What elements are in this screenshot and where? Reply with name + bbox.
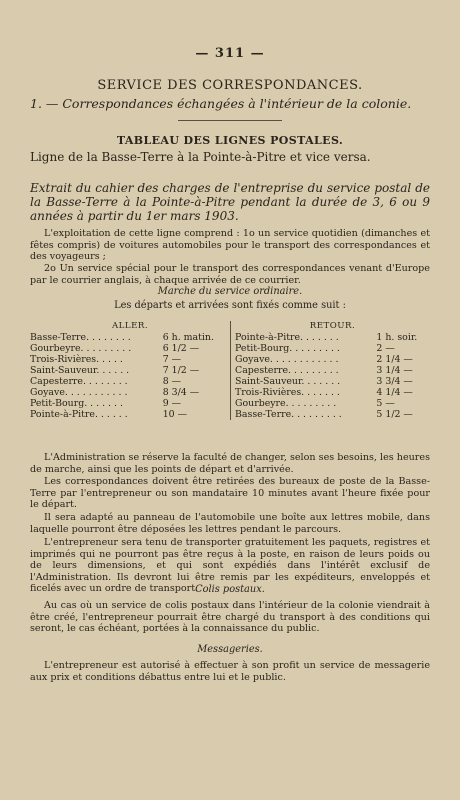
table-row bbox=[30, 343, 430, 354]
retour-time: 2 — bbox=[376, 343, 395, 354]
aller-header: ALLER. bbox=[111, 321, 149, 331]
retour-time: 3 3/4 — bbox=[376, 376, 413, 387]
extract-text: Extrait du cahier des charges de l'entreprise du service postal de la Basse-Terre à la Pointe-à-Pitre pendant la durée de 3, 6 ou 9 années à partir du 1er mars 1903. bbox=[30, 181, 430, 223]
aller-time: 8 — bbox=[162, 376, 182, 387]
retour-header: RETOUR. bbox=[231, 321, 430, 332]
table-row bbox=[30, 354, 430, 365]
colis-heading: Colis postaux. bbox=[195, 584, 265, 595]
section-title: SERVICE DES CORRESPONDANCES. bbox=[97, 78, 363, 93]
retour-time: 3 1/4 — bbox=[376, 365, 413, 376]
aller-station: Pointe-à-Pitre. . . . . . bbox=[30, 409, 128, 420]
retour-time: 5 — bbox=[376, 398, 395, 409]
retour-station: Trois-Rivières. . . . . . . bbox=[231, 387, 377, 398]
retour-time: 5 1/2 — bbox=[376, 409, 413, 420]
aller-time: 7 1/2 — bbox=[162, 365, 200, 376]
retour-time: 1 h. soir. bbox=[376, 332, 418, 343]
schedule-header-row bbox=[30, 321, 430, 332]
retour-station: Gourbeyre. . . . . . . . . bbox=[231, 398, 377, 409]
para-special: 2o Un service spécial pour le transport des correspondances venant d'Europe par le courrier anglais, à chaque arrivée de ce courrier. bbox=[30, 263, 430, 286]
aller-time: 6 h. matin. bbox=[162, 332, 214, 343]
aller-station: Basse-Terre. . . . . . . . bbox=[30, 332, 131, 343]
retour-station: Petit-Bourg. . . . . . . . . bbox=[231, 343, 377, 354]
schedule-table bbox=[30, 321, 430, 420]
aller-time: 8 3/4 — bbox=[162, 387, 200, 398]
page-number: — 311 — bbox=[195, 46, 265, 61]
para-admin: L'Administration se réserve la faculté de changer, selon ses besoins, les heures de marche, ainsi que les points de départ et d'arrivée. bbox=[30, 452, 430, 475]
aller-station: Saint-Sauveur. . . . . . bbox=[30, 365, 130, 376]
table-row bbox=[30, 409, 430, 420]
retour-station: Saint-Sauveur. . . . . . . bbox=[231, 376, 377, 387]
table-row bbox=[30, 398, 430, 409]
departs-text: Les départs et arrivées sont fixés comme suit : bbox=[114, 300, 346, 311]
line-heading: Ligne de la Basse-Terre à la Pointe-à-Pitre et vice versa. bbox=[30, 150, 371, 164]
retour-station: Goyave. . . . . . . . . . . . bbox=[231, 354, 377, 365]
aller-station: Trois-Rivières. . . . . bbox=[30, 354, 123, 365]
table-row bbox=[30, 365, 430, 376]
aller-station: Capesterre. . . . . . . . bbox=[30, 376, 128, 387]
messageries-heading: Messageries. bbox=[197, 644, 263, 655]
table-row bbox=[30, 376, 430, 387]
retour-station: Pointe-à-Pitre. . . . . . . bbox=[231, 332, 377, 343]
subtitle: 1. — Correspondances échangées à l'intérieur de la colonie. bbox=[30, 96, 412, 111]
retour-station: Capesterre. . . . . . . . . bbox=[231, 365, 377, 376]
aller-time: 7 — bbox=[162, 354, 182, 365]
aller-station: Goyave. . . . . . . . . . . bbox=[30, 387, 128, 398]
aller-station: Petit-Bourg. . . . . . . bbox=[30, 398, 123, 409]
retour-time: 2 1/4 — bbox=[376, 354, 413, 365]
retour-time: 4 1/4 — bbox=[376, 387, 413, 398]
table-row bbox=[30, 387, 430, 398]
para-paquets: L'entrepreneur sera tenu de transporter gratuitement les paquets, registres et imprimés qui ne pourront pas être reçus à la poste, en raison de leurs poids ou de leurs dimensions, et qui sont expédiés dans l'intérêt exclusif de l'Administration. Ils devront lui être remis par les expéditeurs, enveloppés et ficelés avec un ordre de transport. bbox=[30, 537, 430, 594]
aller-time: 9 — bbox=[162, 398, 182, 409]
table-row bbox=[30, 332, 430, 343]
para-exploitation: L'exploitation de cette ligne comprend : 1o un service quotidien (dimanches et fêtes compris) de voitures automobiles pour le transport des correspondances et des voyageurs ; bbox=[30, 228, 430, 262]
divider bbox=[178, 120, 282, 121]
para-messageries: L'entrepreneur est autorisé à effectuer à son profit un service de messagerie aux prix et conditions débattus entre lui et le public. bbox=[30, 660, 430, 683]
table-heading: TABLEAU DES LIGNES POSTALES. bbox=[116, 134, 344, 147]
para-colis: Au cas où un service de colis postaux dans l'intérieur de la colonie viendrait à être créé, l'entrepreneur pourrait être chargé du transport à des conditions qui seront, le cas échéant, portées à la connaissance du public. bbox=[30, 600, 430, 634]
aller-station: Gourbeyre. . . . . . . . . bbox=[30, 343, 132, 354]
aller-time: 10 — bbox=[162, 409, 188, 420]
para-boite: Il sera adapté au panneau de l'automobile une boîte aux lettres mobile, dans laquelle pourront être déposées les lettres pendant le parcours. bbox=[30, 512, 430, 535]
marche-heading: Marche du service ordinaire. bbox=[157, 286, 303, 297]
para-correspondances: Les correspondances doivent être retirées des bureaux de poste de la Basse-Terre par l'entrepreneur ou son mandataire 10 minutes avant l'heure fixée pour le départ. bbox=[30, 476, 430, 510]
aller-time: 6 1/2 — bbox=[162, 343, 200, 354]
retour-station: Basse-Terre. . . . . . . . . bbox=[231, 409, 377, 420]
